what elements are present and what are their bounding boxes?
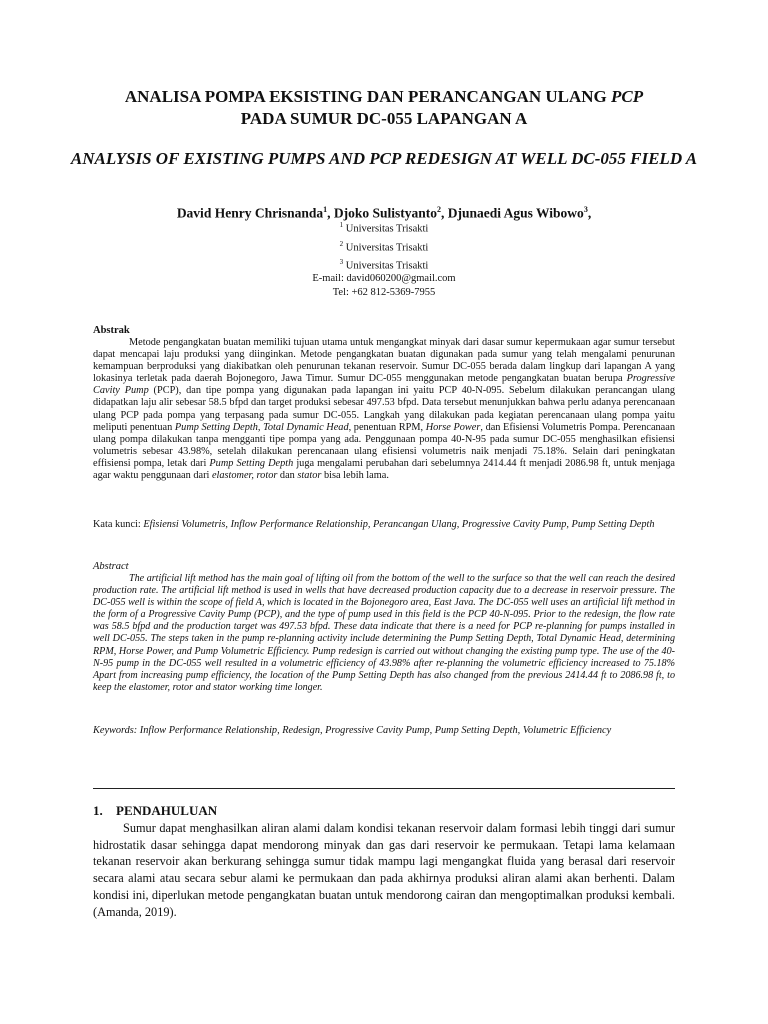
section-heading (93, 803, 217, 819)
kata-kunci (93, 518, 675, 531)
abstrak-text-italic: elastomer, rotor (211, 470, 278, 482)
author-separator: , (327, 205, 334, 221)
author-separator: , (441, 205, 448, 221)
kata-kunci-text: Efisiensi Volumetris, Inflow Performance Relationship, Perancangan Ulang, Progressive Cavity Pump, Pump Setting Depth (143, 519, 655, 530)
abstrak-text-run: juga mengalami perubahan dari sebelumnya 2414.44 ft menjadi 2086.98 ft, untuk menjaga agar waktu penggunaan dari (93, 457, 675, 482)
section-body: Sumur dapat menghasilkan aliran alami dalam kondisi tekanan reservoir dalam formasi lebih tinggi dari sumur hidrostatik dasar sehingga dapat mendorong minyak dan gas dari reservoir ke permukaan. Tetapi lama kelamaan tekanan reservoir akan berkurang sehingga sumur tidak mampu lagi mengangkat fluida yang berasal dari reservoir secara alami atau secara sebur alami ke permukaan dan pada akhirnya produksi aliran alami akan berhenti. Dalam kondisi ini, diperlukan metode pengangkatan buatan untuk mendorong cairan dan mengoptimalkan produksi kembali. (Amanda, 2019). (93, 821, 675, 919)
author-separator: , (587, 205, 592, 221)
author-name: David Henry Chrisnanda (176, 205, 324, 221)
author-affil-marker: 3 (583, 205, 588, 214)
keywords-english: Keywords: Inflow Performance Relationship, Redesign, Progressive Cavity Pump, Pump Setting Depth, Volumetric Efficiency (93, 725, 612, 736)
contact-block (60, 272, 708, 300)
abstrak-heading: Abstrak (93, 325, 130, 336)
abstrak-text-italic: Pump Setting Depth (209, 457, 294, 469)
author-affil-marker: 1 (323, 205, 328, 214)
author-affil-marker: 2 (437, 205, 441, 214)
paper-title (60, 86, 708, 130)
abstrak-text-run: , dan Efisiensi Volumetris Pompa. Perencanaan ulang pompa dilakukan tanpa mengganti tipe pompa yang ada. Penggunaan pompa 40-N-95 pada sumur DC-055 menghasilkan efisiensi volumetris sebesar 43.98%, setelah dilakukan perencanaan ulang efisiensi volumetris naik menjadi 75.18%. Selain dari peningkatan effisiensi pompa, letak dari (93, 421, 675, 469)
abstract-text: The artificial lift method has the main goal of lifting oil from the bottom of the well to the surface so that the well can reach the desired production rate. The artificial lift method is used in wells that have decreased production capacity due to a decrease in reservoir pressure. The DC-055 well is within the scope of field A, which is located in the Bojonegoro area, East Java. The DC-055 well uses an artificial lift method in the form of a Progressive Cavity Pump (PCP), and the type of pump used in this field is the PCP 40-N-095. Prior to the redesign, the flow rate was 58.5 bfpd and the production target was 497.53 bfpd. These data indicate that there is a need for PCP re-planning for pumps installed in well DC-055. The steps taken in the pump re-planning activity include determining the Pump Setting Depth, Total Dynamic Head, determining RPM, Horse Power, and Pump Volumetric Efficiency. Pump redesign is carried out without changing the existing pump type. The use of the 40-N-95 pump in the DC-055 well resulted in a volumetric efficiency of 43.98% after re-planning the volumetric efficiency increased to 75.18% Apart from increasing pump efficiency, the location of the Pump Setting Depth has also changed from the previous 2414.44 ft to 2086.98 ft, to keep the elastomer, rotor and stator working time longer. (93, 573, 675, 693)
contact-phone: Tel: +62 812-5369-7955 (332, 287, 436, 298)
title-line2: PADA SUMUR DC-055 LAPANGAN A (240, 109, 528, 128)
abstrak-text-run: Metode pengangkatan buatan memiliki tujuan utama untuk mengangkat minyak dari dasar sumur kepermukaan agar sumur tersebut dapat mencapai laju produksi yang diinginkan. Metode pengangkatan buatan digunakan pada sumur yang telah mengalami penurunan kemampuan berproduksi yang diakibatkan oleh penurunan tekanan reservoir. Sumur DC-055 berada dalam lingkup dari lapangan A yang lokasinya terletak pada daerah Bojonegoro, Jawa Timur. Sumur DC-055 menggunakan metode pengangkatan buatan berupa (93, 337, 675, 385)
section-divider (93, 788, 675, 789)
affiliation-name: Universitas Trisakti (345, 242, 429, 253)
section-number: 1. (93, 803, 103, 818)
affiliation-item (60, 218, 708, 237)
affiliation-marker: 1 (339, 221, 344, 229)
abstrak-text-italic: Progressive Cavity Pump (93, 373, 675, 397)
abstrak-text-italic: stator (297, 470, 322, 482)
affiliation-list (60, 218, 708, 274)
author-name: Djunaedi Agus Wibowo (447, 205, 584, 221)
contact-email: E-mail: david060200@gmail.com (312, 273, 456, 284)
abstrak-text (93, 337, 675, 482)
abstrak-text-italic: Pump Setting Depth, Total Dynamic Head (174, 421, 349, 433)
abstrak-text-run: (PCP), dan tipe pompa yang digunakan pada lapangan ini yaitu PCP 40-N-095. Sebelum dilakukan perancangan ulang didapatkan laju alir sebesar 58.5 bfpd dan target produksi sebesar 497.53 bfpd. Data tersebut menunjukkan bahwa perlu adanya perencanaan ulang PCP pada pompa yang terpasang pada sumur DC-055. Langkah yang dilakukan pada kegiatan perencanaan ulang pompa yaitu meliputi penentuan (93, 385, 675, 433)
paper-title-english: ANALYSIS OF EXISTING PUMPS AND PCP REDESIGN AT WELL DC-055 FIELD A (70, 149, 698, 168)
abstrak-text-run: dan (277, 470, 298, 482)
abstrak-text-run: bisa lebih lama. (321, 470, 389, 482)
section-title: PENDAHULUAN (116, 803, 218, 818)
title-line1: ANALISA POMPA EKSISTING DAN PERANCANGAN ULANG (124, 87, 611, 106)
kata-kunci-label: Kata kunci: (93, 519, 144, 530)
title-pcp: PCP (611, 87, 644, 106)
affiliation-name: Universitas Trisakti (345, 223, 429, 235)
affiliation-marker: 2 (339, 239, 344, 248)
affiliation-name: Universitas Trisakti (345, 260, 429, 272)
affiliation-marker: 3 (339, 258, 344, 266)
abstract-heading: Abstract (93, 561, 129, 572)
author-name: Djoko Sulistyanto (333, 205, 437, 221)
affiliation-item (60, 237, 708, 256)
abstrak-text-run: , penentuan RPM, (348, 421, 426, 433)
abstrak-text-italic: Horse Power (425, 421, 481, 433)
affiliation-item (60, 255, 708, 274)
